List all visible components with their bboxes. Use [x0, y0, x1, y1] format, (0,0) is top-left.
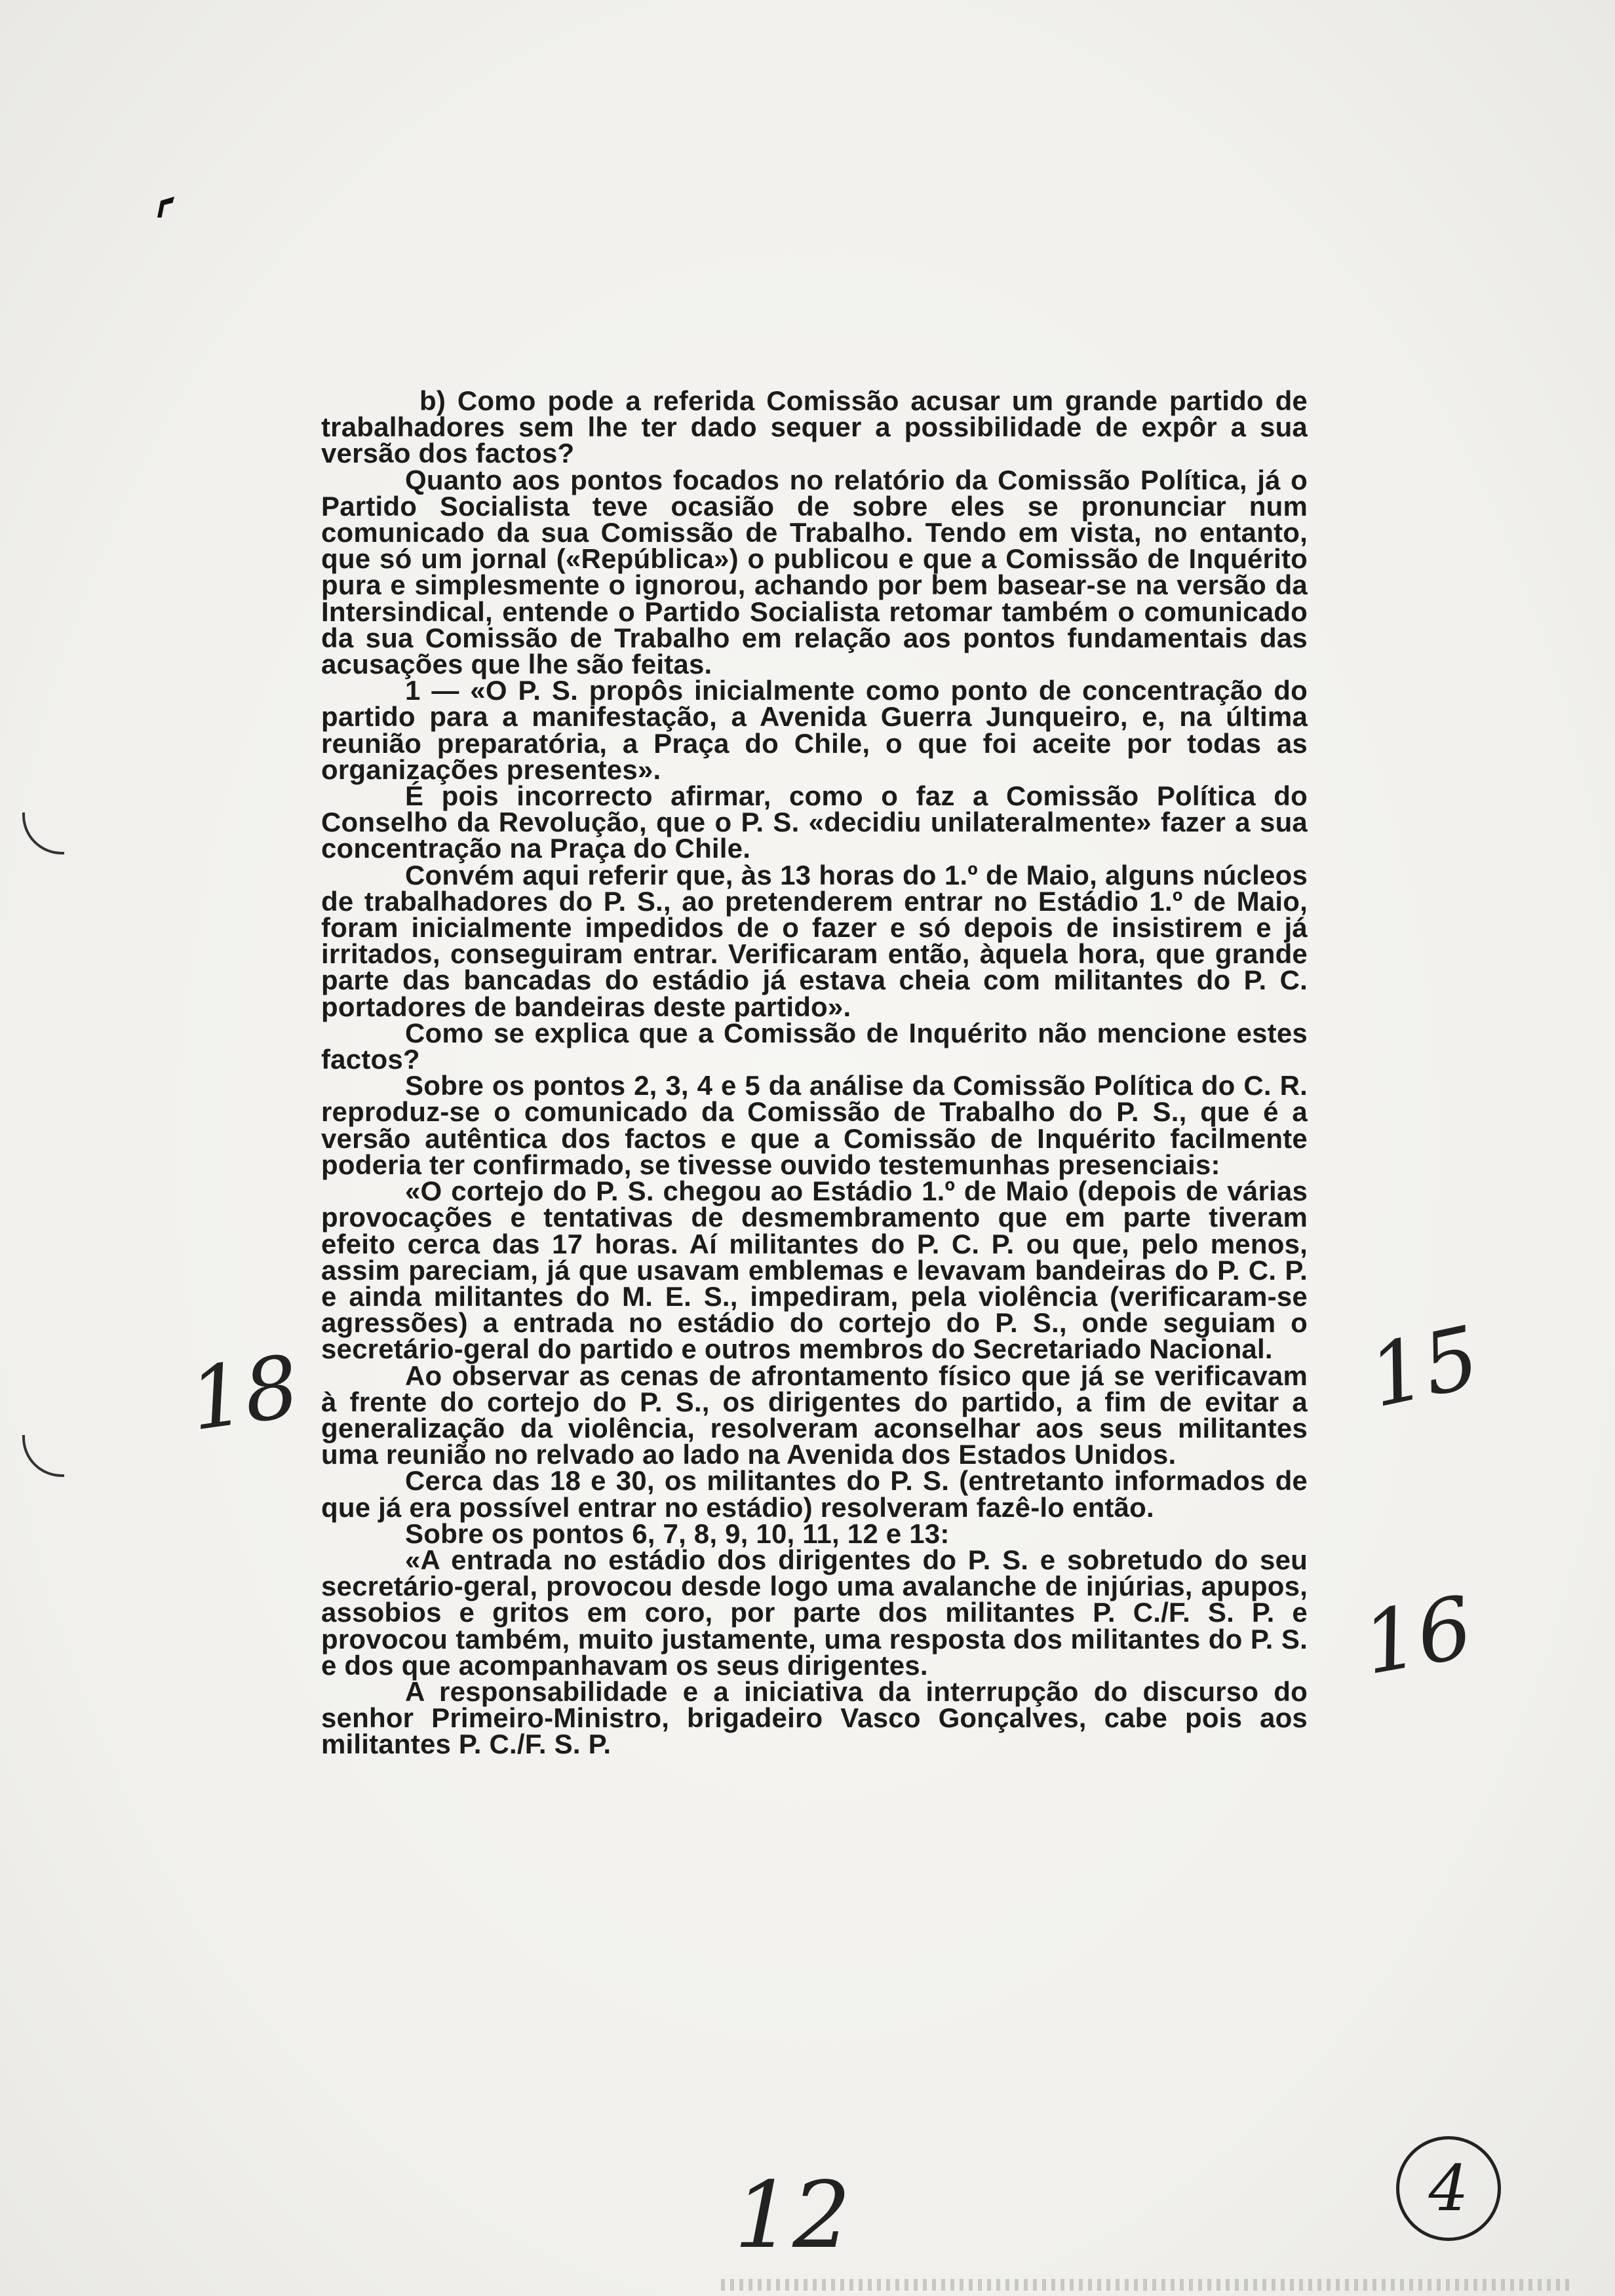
paragraph: É pois incorrecto afirmar, como o faz a Comissão Política do Conselho da Revolução, que o P. S. «decidiu unilateralmente» fazer a sua concentração na Praça do Chile.	[321, 780, 1308, 864]
punch-hole-mark	[22, 813, 64, 854]
circled-page-number: 4	[1396, 2136, 1501, 2241]
paragraph: Cerca das 18 e 30, os militantes do P. S. (entretanto informados de que já era possível entrar no estádio) resolveram fazê-lo então.	[321, 1465, 1308, 1523]
body-text	[321, 385, 1308, 1760]
paragraph: Convém aqui referir que, às 13 horas do 1.º de Maio, alguns núcleos de trabalhadores do P. S., ao pretenderem entrar no Estádio 1.º de Maio, foram inicialmente impedidos de o fazer e só depois de insistirem e já irritados, conseguiram entrar. Verificaram então, àquela hora, que grande parte das bancadas do estádio já estava cheia com militantes do P. C. portadores de bandeiras deste partido».	[321, 859, 1308, 1022]
punch-hole-mark	[22, 1435, 64, 1477]
scan-noise-edge	[721, 2279, 1573, 2291]
paragraph-quote: «A entrada no estádio dos dirigentes do P. S. e sobretudo do seu secretário-geral, provocou desde logo uma avalanche de injúrias, apupos, assobios e gritos em coro, por parte dos militantes P. C./F. S. P. e provocou também, muito justamente, uma resposta dos militantes do P. S. e dos que acompanhavam os seus dirigentes.	[321, 1544, 1308, 1681]
paragraph: Quanto aos pontos focados no relatório da Comissão Política, já o Partido Socialista teve ocasião de sobre eles se pronunciar num comunicado da sua Comissão de Trabalho. Tendo em vista, no entanto, que só um jornal («República») o publicou e que a Comissão de Inquérito pura e simplesmente o ignorou, achando por bem basear-se na versão da Intersindical, entende o Partido Socialista retomar também o comunicado da sua Comissão de Trabalho em relação aos pontos fundamentais das acusações que lhe são feitas.	[321, 464, 1308, 680]
paragraph: Ao observar as cenas de afrontamento físico que já se verificavam à frente do cortejo do P. S., os dirigentes do partido, a fim de evitar a generalização da violência, resolveram aconselhar aos seus militantes uma reunião no relvado ao lado na Avenida dos Estados Unidos.	[321, 1360, 1308, 1470]
handwritten-margin-note-right-lower: 16	[1355, 1577, 1480, 1694]
paragraph-points-2-5: Sobre os pontos 2, 3, 4 e 5 da análise da Comissão Política do C. R. reproduz-se o comunicado da Comissão de Trabalho do P. S., que é a versão autêntica dos factos e que a Comissão de Inquérito facilmente poderia ter confirmado, se tivesse ouvido testemunhas presenciais:	[321, 1070, 1308, 1180]
handwritten-margin-note-right: 15	[1361, 1307, 1488, 1427]
paragraph-b: b) Como pode a referida Comissão acusar um grande partido de trabalhadores sem lhe ter dado sequer a possibilidade de expôr a sua versão dos factos?	[321, 385, 1308, 469]
handwritten-page-number: 12	[734, 2162, 851, 2269]
paragraph-conclusion: A responsabilidade e a iniciativa da interrupção do discurso do senhor Primeiro-Ministro, brigadeiro Vasco Gonçalves, cabe pois aos militantes P. C./F. S. P.	[321, 1675, 1308, 1760]
paragraph-point-1: 1 — «O P. S. propôs inicialmente como ponto de concentração do partido para a manifestação, a Avenida Guerra Junqueiro, e, na última reunião preparatória, a Praça do Chile, o que foi aceite por todas as organizações presentes».	[321, 675, 1308, 785]
handwritten-margin-note-left: 18	[184, 1336, 305, 1450]
paragraph-question: Como se explica que a Comissão de Inquérito não mencione estes factos?	[321, 1017, 1308, 1075]
paragraph-points-6-13: Sobre os pontos 6, 7, 8, 9, 10, 11, 12 e 13:	[405, 1518, 950, 1549]
paragraph-quote: «O cortejo do P. S. chegou ao Estádio 1.º de Maio (depois de várias provocações e tentativas de desmembramento que em parte tiveram efeito cerca das 17 horas. Aí militantes do P. C. P. ou que, pelo menos, assim pareciam, já que usavam emblemas e levavam bandeiras do P. C. P. e ainda militantes do M. E. S., impediram, pela violência (verificaram-se agressões) a entrada no estádio do cortejo do P. S., onde seguiam o secretário-geral do partido e outros membros do Secretariado Nacional.	[321, 1176, 1308, 1365]
corner-mark	[157, 197, 174, 218]
